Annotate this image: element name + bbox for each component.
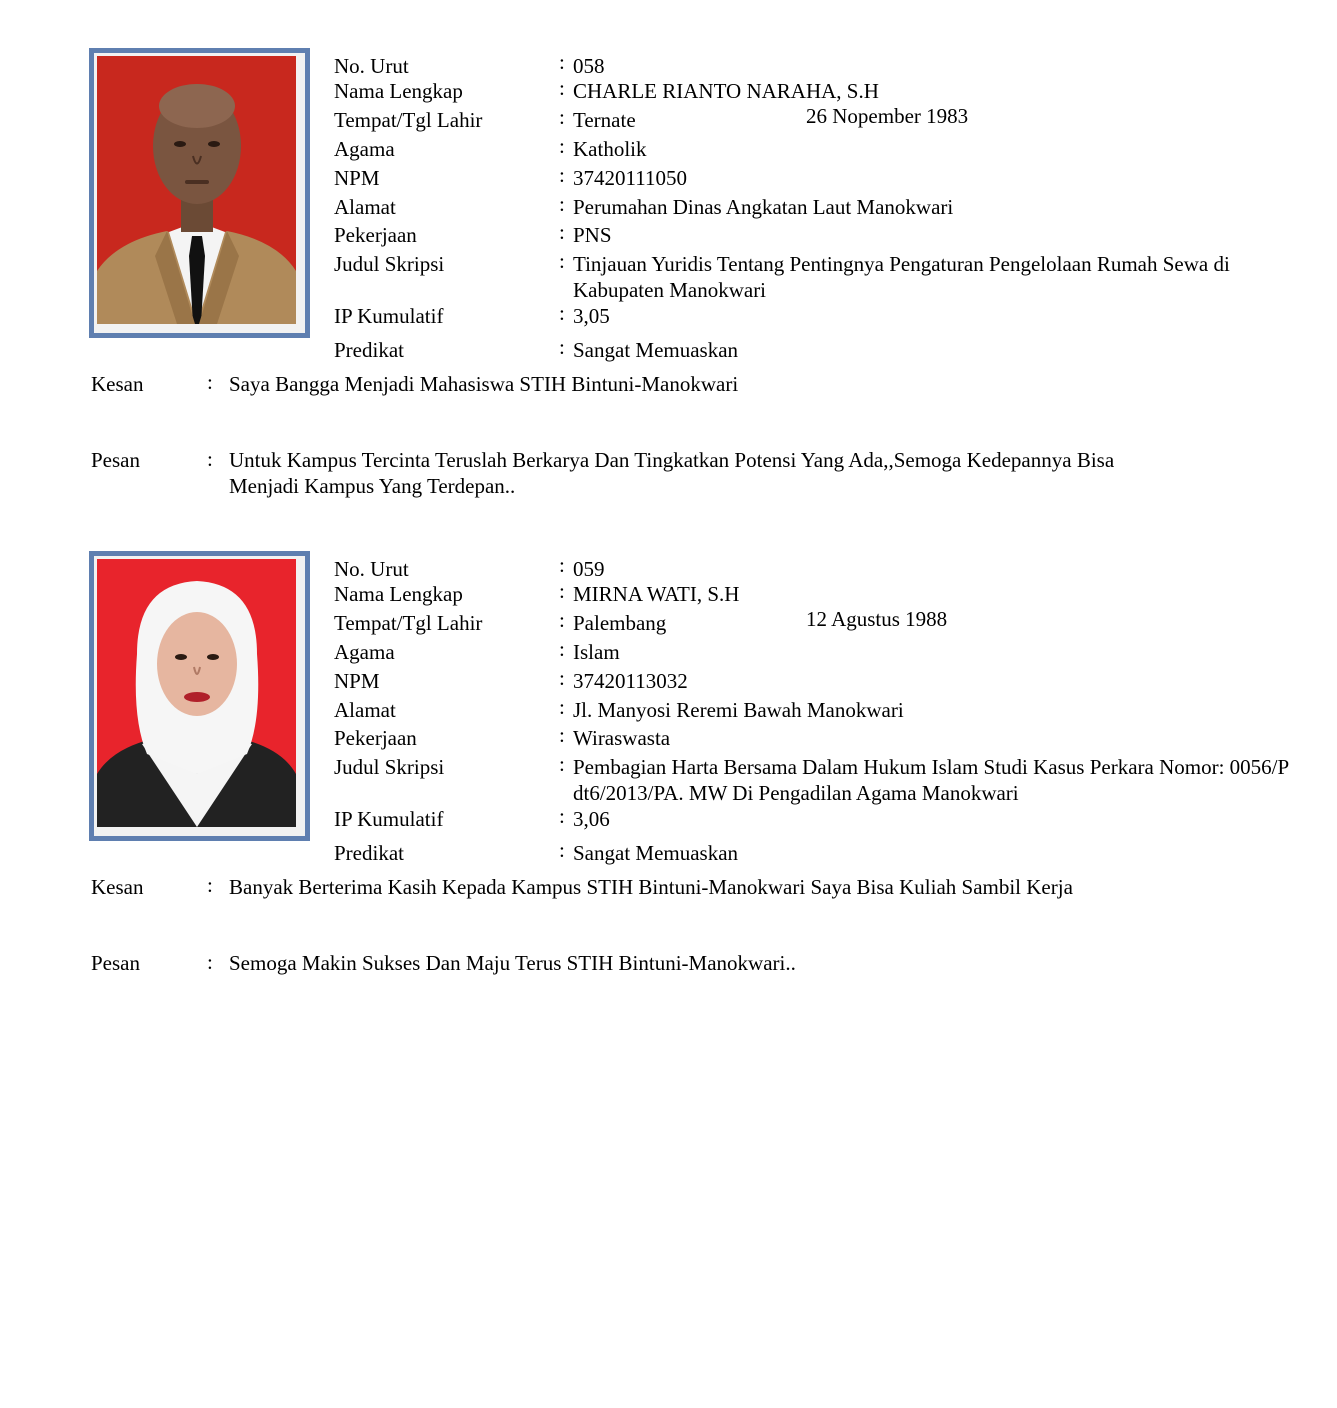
label-nama: Nama Lengkap <box>334 79 463 103</box>
value-npm: 37420111050 <box>573 166 687 190</box>
value-tanggal-lahir: 26 Nopember 1983 <box>806 104 969 128</box>
value-nama: MIRNA WATI, S.H <box>573 582 740 606</box>
value-pekerjaan: PNS <box>573 223 612 247</box>
colon: : <box>559 249 565 273</box>
colon: : <box>559 838 565 862</box>
label-pesan: Pesan <box>91 951 140 975</box>
label-npm: NPM <box>334 669 380 693</box>
label-ipk: IP Kumulatif <box>334 304 444 328</box>
label-agama: Agama <box>334 640 395 664</box>
colon: : <box>559 50 565 74</box>
value-ipk: 3,06 <box>573 807 610 831</box>
value-pekerjaan: Wiraswasta <box>573 726 671 750</box>
colon: : <box>207 950 213 974</box>
label-npm: NPM <box>334 166 380 190</box>
colon: : <box>559 301 565 325</box>
label-no-urut: No. Urut <box>334 54 409 78</box>
value-kesan: Saya Bangga Menjadi Mahasiswa STIH Bintuni-Manokwari <box>229 372 739 396</box>
student-photo-frame <box>89 48 310 338</box>
colon: : <box>207 873 213 897</box>
portrait-male-image <box>97 56 296 324</box>
label-predikat: Predikat <box>334 338 404 362</box>
value-alamat: Perumahan Dinas Angkatan Laut Manokwari <box>573 195 954 219</box>
student-photo-frame <box>89 551 310 841</box>
label-pekerjaan: Pekerjaan <box>334 726 417 750</box>
value-tempat-lahir: Palembang <box>573 611 667 635</box>
value-npm: 37420113032 <box>573 669 688 693</box>
value-tempat-lahir: Ternate <box>573 108 636 132</box>
value-judul-skripsi: Pembagian Harta Bersama Dalam Hukum Islam Studi Kasus Perkara Nomor: 0056/P dt6/2013/PA. MW Di Pengadilan Agama Manokwari <box>573 755 1289 805</box>
colon: : <box>559 134 565 158</box>
colon: : <box>559 608 565 632</box>
student-entry <box>0 503 1337 983</box>
label-agama: Agama <box>334 137 395 161</box>
value-agama: Katholik <box>573 137 647 161</box>
value-predikat: Sangat Memuaskan <box>573 338 739 362</box>
value-pesan: Semoga Makin Sukses Dan Maju Terus STIH Bintuni-Manokwari.. <box>229 951 796 975</box>
value-no-urut: 059 <box>573 557 605 581</box>
label-alamat: Alamat <box>334 195 396 219</box>
label-pekerjaan: Pekerjaan <box>334 223 417 247</box>
label-judul-skripsi: Judul Skripsi <box>334 755 445 779</box>
colon: : <box>559 163 565 187</box>
value-ipk: 3,05 <box>573 304 610 328</box>
colon: : <box>559 723 565 747</box>
label-predikat: Predikat <box>334 841 404 865</box>
portrait-female-image <box>97 559 296 827</box>
label-ttl: Tempat/Tgl Lahir <box>334 611 483 635</box>
label-ipk: IP Kumulatif <box>334 807 444 831</box>
student-entry <box>0 0 1337 498</box>
label-no-urut: No. Urut <box>334 557 409 581</box>
value-kesan: Banyak Berterima Kasih Kepada Kampus STIH Bintuni-Manokwari Saya Bisa Kuliah Sambil Kerja <box>229 875 1073 899</box>
label-ttl: Tempat/Tgl Lahir <box>334 108 483 132</box>
value-nama: CHARLE RIANTO NARAHA, S.H <box>573 79 879 103</box>
colon: : <box>559 76 565 100</box>
value-predikat: Sangat Memuaskan <box>573 841 739 865</box>
value-alamat: Jl. Manyosi Reremi Bawah Manokwari <box>573 698 904 722</box>
colon: : <box>559 335 565 359</box>
colon: : <box>559 579 565 603</box>
student-photo <box>97 559 302 833</box>
colon: : <box>207 370 213 394</box>
label-pesan: Pesan <box>91 448 140 472</box>
colon: : <box>559 695 565 719</box>
value-pesan: Untuk Kampus Tercinta Teruslah Berkarya Dan Tingkatkan Potensi Yang Ada,,Semoga Kedepannya Bisa Menjadi Kampus Yang Terdepan.. <box>229 448 1115 498</box>
value-agama: Islam <box>573 640 620 664</box>
colon: : <box>559 752 565 776</box>
label-kesan: Kesan <box>91 875 144 899</box>
label-nama: Nama Lengkap <box>334 582 463 606</box>
label-kesan: Kesan <box>91 372 144 396</box>
colon: : <box>559 637 565 661</box>
colon: : <box>207 447 213 471</box>
label-alamat: Alamat <box>334 698 396 722</box>
colon: : <box>559 804 565 828</box>
label-judul-skripsi: Judul Skripsi <box>334 252 445 276</box>
colon: : <box>559 105 565 129</box>
value-no-urut: 058 <box>573 54 605 78</box>
value-tanggal-lahir: 12 Agustus 1988 <box>806 607 948 631</box>
student-photo <box>97 56 302 330</box>
colon: : <box>559 192 565 216</box>
colon: : <box>559 553 565 577</box>
value-judul-skripsi: Tinjauan Yuridis Tentang Pentingnya Pengaturan Pengelolaan Rumah Sewa di Kabupaten Manokwari <box>573 252 1230 302</box>
colon: : <box>559 666 565 690</box>
colon: : <box>559 220 565 244</box>
